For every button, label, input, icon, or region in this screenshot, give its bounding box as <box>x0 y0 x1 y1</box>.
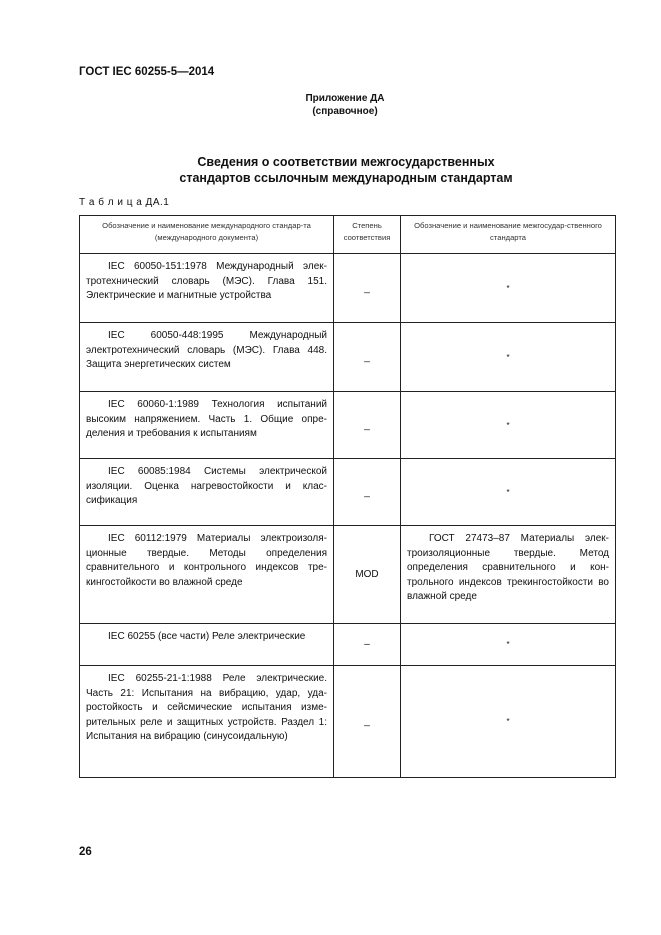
table-row <box>80 392 616 459</box>
interstate-standard-cell: * <box>401 624 616 666</box>
degree-cell: _ <box>334 323 401 392</box>
table-row <box>80 624 616 666</box>
document-title <box>150 154 542 186</box>
header-degree-of-correspondence: Степень соответствия <box>334 216 401 254</box>
table-row <box>80 254 616 323</box>
international-standard-cell: IEC 60050-151:1978 Международный электротехнический словарь (МЭС). Глава 151. Электрические и магнитные устройства <box>80 254 334 323</box>
table-caption: Т а б л и ц а ДА.1 <box>79 197 170 208</box>
table-row <box>80 459 616 526</box>
interstate-standard-cell: * <box>401 323 616 392</box>
table-row <box>80 666 616 778</box>
international-standard-cell: IEC 60085:1984 Системы электрической изоляции. Оценка нагревостойкости и классификация <box>80 459 334 526</box>
header-interstate-standard: Обозначение и наименование межгосудар-ственного стандарта <box>401 216 616 254</box>
degree-cell: – <box>334 624 401 666</box>
document-title-line-2: стандартов ссылочным международным стандартам <box>179 171 513 185</box>
interstate-standard-cell: * <box>401 666 616 778</box>
international-standard-cell: IEC 60060-1:1989 Технология испытаний высоким напряжением. Часть 1. Общие определения и требования к испытаниям <box>80 392 334 459</box>
annex-title: Приложение ДА <box>305 93 385 104</box>
international-standard-cell: IEC 60255 (все части) Реле электрические <box>80 624 334 666</box>
degree-cell: MOD <box>334 526 401 624</box>
interstate-standard-cell: * <box>401 459 616 526</box>
table-header-row <box>80 216 616 254</box>
header-international-standard: Обозначение и наименование международного стандар-та (международного документа) <box>80 216 334 254</box>
interstate-standard-cell: * <box>401 254 616 323</box>
table-row <box>80 323 616 392</box>
degree-cell: _ <box>334 459 401 526</box>
degree-cell: _ <box>334 666 401 778</box>
international-standard-cell: IEC 60255-21-1:1988 Реле электрические. Часть 21: Испытания на вибрацию, удар, ударостойкость и сейсмические испытания измерительных реле и защитных устройств. Раздел 1: Испытания на вибрацию (синусоидальную) <box>80 666 334 778</box>
interstate-standard-cell: ГОСТ 27473–87 Материалы электроизоляционные твердые. Метод определения сравнительного и контрольного индексов трекингостойкости во влажной среде <box>401 526 616 624</box>
international-standard-cell: IEC 60112:1979 Материалы электроизоляционные твердые. Методы определения сравнительного и контрольного индексов трекингостойкости во влажной среде <box>80 526 334 624</box>
international-standard-cell: IEC 60050-448:1995 Международный электротехнический словарь (МЭС). Глава 448. Защита энергетических систем <box>80 323 334 392</box>
degree-cell: _ <box>334 392 401 459</box>
table-row <box>80 526 616 624</box>
page-number: 26 <box>79 846 92 858</box>
annex-heading <box>300 92 390 118</box>
correspondence-table <box>79 215 616 778</box>
document-title-line-1: Сведения о соответствии межгосударственных <box>197 155 495 169</box>
standard-number: ГОСТ IEC 60255-5—2014 <box>79 66 215 78</box>
annex-subtitle: (справочное) <box>312 106 378 117</box>
interstate-standard-cell: * <box>401 392 616 459</box>
degree-cell: _ <box>334 254 401 323</box>
